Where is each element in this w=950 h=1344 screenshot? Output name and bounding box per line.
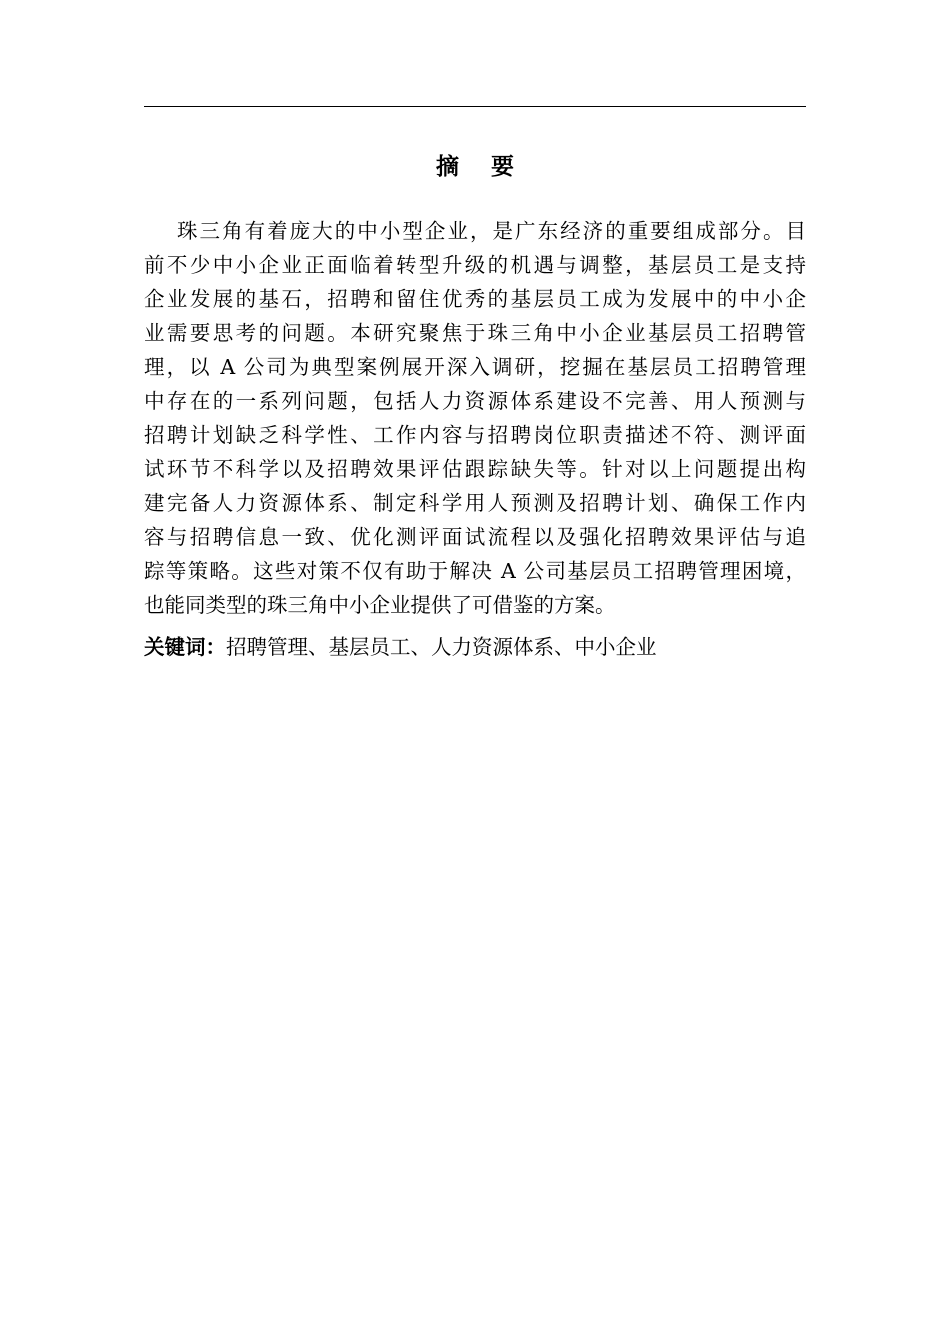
header-rule	[144, 106, 806, 107]
abstract-line: 理，以 A 公司为典型案例展开深入调研，挖掘在基层员工招聘管理	[144, 355, 806, 379]
abstract-body	[144, 214, 806, 622]
keywords	[144, 630, 806, 664]
abstract-line: 容与招聘信息一致、优化测评面试流程以及强化招聘效果评估与追	[144, 525, 806, 549]
keywords-value: 招聘管理、基层员工、人力资源体系、中小企业	[226, 635, 657, 659]
abstract-line: 招聘计划缺乏科学性、工作内容与招聘岗位职责描述不符、测评面	[144, 423, 806, 447]
abstract-line: 也能同类型的珠三角中小企业提供了可借鉴的方案。	[144, 593, 616, 617]
abstract-line: 踪等策略。这些对策不仅有助于解决 A 公司基层员工招聘管理困境，	[144, 559, 806, 583]
abstract-line: 中存在的一系列问题，包括人力资源体系建设不完善、用人预测与	[144, 389, 806, 413]
abstract-title: 摘 要	[435, 154, 526, 180]
abstract-line: 珠三角有着庞大的中小型企业，是广东经济的重要组成部分。目	[177, 219, 806, 243]
abstract-line: 建完备人力资源体系、制定科学用人预测及招聘计划、确保工作内	[144, 491, 806, 515]
abstract-line: 试环节不科学以及招聘效果评估跟踪缺失等。针对以上问题提出构	[144, 457, 806, 481]
abstract-line: 业需要思考的问题。本研究聚焦于珠三角中小企业基层员工招聘管	[144, 321, 806, 345]
abstract-line: 前不少中小企业正面临着转型升级的机遇与调整，基层员工是支持	[144, 253, 806, 277]
abstract-line: 企业发展的基石，招聘和留住优秀的基层员工成为发展中的中小企	[144, 287, 806, 311]
keywords-label: 关键词：	[144, 635, 226, 659]
